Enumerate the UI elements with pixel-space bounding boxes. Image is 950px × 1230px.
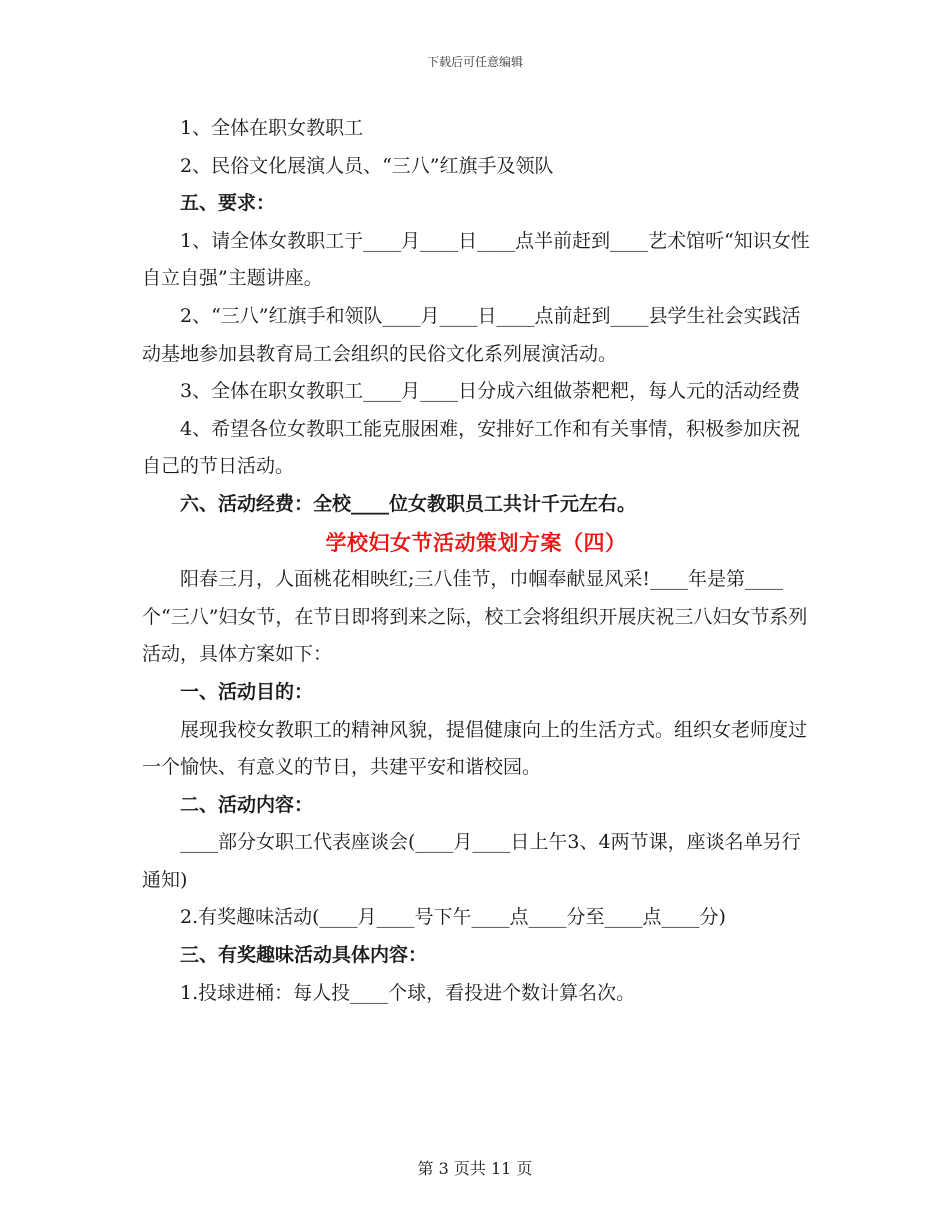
paragraph: 2、“三八”红旗手和领队____月____日____点前赶到____县学生社会实践活动基地参加县教育局工会组织的民俗文化系列展演活动。 (142, 304, 801, 365)
paragraph: 展现我校女教职工的精神风貌，提倡健康向上的生活方式。组织女老师度过一个愉快、有意义的节日，共建平安和谐校园。 (142, 718, 808, 779)
list-item: 2、民俗文化展演人员、“三八”红旗手及领队 (180, 154, 554, 177)
section-heading: 五、要求： (180, 192, 276, 215)
section-heading: 二、活动内容： (180, 793, 314, 816)
paragraph: 阳春三月，人面桃花相映红;三八佳节，巾帼奉献显风采!____年是第____个“三八”妇女节，在节日即将到来之际，校工会将组织开展庆祝三八妇女节系列活动，具体方案如下： (142, 568, 808, 666)
section-heading: 三、有奖趣味活动具体内容： (180, 944, 428, 967)
page-header: 下载后可任意编辑 (426, 55, 523, 69)
paragraph: 1.投球进桶：每人投____个球，看投进个数计算名次。 (180, 981, 636, 1004)
section-heading: 一、活动目的： (180, 680, 314, 703)
paragraph: 3、全体在职女教职工____月____日分成六组做荼粑粑，每人元的活动经费 (180, 380, 801, 403)
document-body (142, 110, 810, 1012)
section-heading: 六、活动经费：全校____位女教职员工共计千元左右。 (180, 492, 637, 515)
paragraph: 1、请全体女教职工于____月____日____点半前赶到____艺术馆听“知识女性自立自强”主题讲座。 (142, 229, 810, 290)
paragraph: 2.有奖趣味活动(____月____号下午____点____分至____点____分) (180, 906, 726, 929)
paragraph: 4、希望各位女教职工能克服困难，安排好工作和有关事情，积极参加庆祝自己的节日活动。 (142, 417, 801, 478)
paragraph: ____部分女职工代表座谈会(____月____日上午3、4两节课，座谈名单另行通知) (142, 831, 801, 891)
document-title: 学校妇女节活动策划方案（四） (325, 529, 627, 555)
page-number: 第 3 页共 11 页 (417, 1159, 533, 1178)
list-item: 1、全体在职女教职工 (180, 117, 364, 139)
